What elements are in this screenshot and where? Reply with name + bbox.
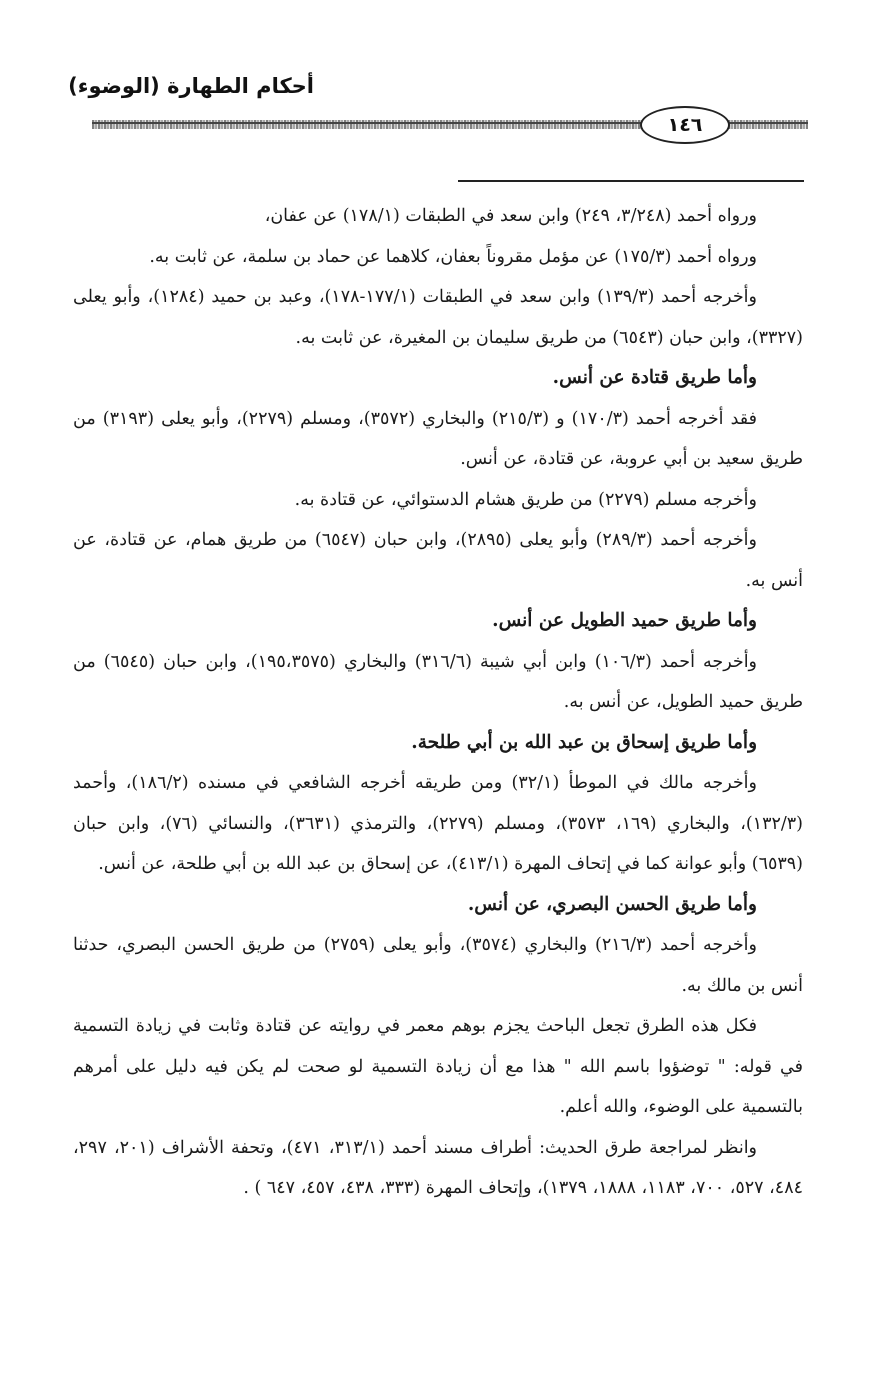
paragraph: وانظر لمراجعة طرق الحديث: أطراف مسند أحمد (٣١٣/١، ٤٧١)، وتحفة الأشراف (٢٠١، ٢٩٧، ٤٨٤، ٥٢٧، ٧٠٠، ١١٨٣، ١٨٨٨، ١٣٧٩)، وإتحاف المهرة (٣٣٣، ٤٣٨، ٤٥٧، ٦٤٧ ) . [73, 1137, 803, 1198]
section-heading: وأما طريق حميد الطويل عن أنس. [492, 610, 757, 631]
paragraph: وأخرجه أحمد (١٣٩/٣) وابن سعد في الطبقات (١٧٧/١-١٧٨)، وعبد بن حميد (١٢٨٤)، وأبو يعلى (٣٣٢٧)، وابن حبان (٦٥٤٣) من طريق سليمان بن المغيرة، عن ثابت به. [73, 287, 803, 348]
paragraph: ورواه أحمد (١٧٥/٣) عن مؤمل مقروناً بعفان، كلاهما عن حماد بن سلمة، عن ثابت به. [149, 246, 757, 267]
paragraph: وأخرجه أحمد (١٠٦/٣) وابن أبي شيبة (٣١٦/٦) والبخاري (١٩٥،٣٥٧٥)، وابن حبان (٦٥٤٥) من طريق حميد الطويل، عن أنس به. [73, 651, 803, 712]
footnote-body [73, 196, 803, 1209]
page-number: ١٤٦ [640, 106, 730, 144]
running-header-title: أحكام الطهارة (الوضوء) [68, 74, 314, 98]
paragraph: وأخرجه أحمد (٢٨٩/٣) وأبو يعلى (٢٨٩٥)، وابن حبان (٦٥٤٧) من طريق همام، عن قتادة، عن أنس به. [73, 530, 803, 591]
paragraph: وأخرجه مسلم (٢٢٧٩) من طريق هشام الدستوائي، عن قتادة به. [294, 489, 757, 510]
paragraph: فقد أخرجه أحمد (١٧٠/٣) و (٢١٥/٣) والبخاري (٣٥٧٢)، ومسلم (٢٢٧٩)، وأبو يعلى (٣١٩٣) من طريق سعيد بن أبي عروبة، عن قتادة، عن أنس. [73, 408, 803, 469]
paragraph: وأخرجه أحمد (٢١٦/٣) والبخاري (٣٥٧٤)، وأبو يعلى (٢٧٥٩) من طريق الحسن البصري، حدثنا أنس بن مالك به. [73, 935, 803, 996]
paragraph: وأخرجه مالك في الموطأ (٣٢/١) ومن طريقه أخرجه الشافعي في مسنده (١٨٦/٢)، وأحمد (١٣٢/٣)، والبخاري (١٦٩، ٣٥٧٣)، ومسلم (٢٢٧٩)، والترمذي (٣٦٣١)، والنسائي (٧٦)، وابن حبان (٦٥٣٩) وأبو عوانة كما في إتحاف المهرة (٤١٣/١)، عن إسحاق بن عبد الله بن أبي طلحة، عن أنس. [73, 773, 803, 874]
paragraph: ورواه أحمد (٣/٢٤٨، ٢٤٩) وابن سعد في الطبقات (١٧٨/١) عن عفان، [264, 206, 757, 226]
footnote-separator [458, 180, 804, 182]
section-heading: وأما طريق إسحاق بن عبد الله بن أبي طلحة. [411, 731, 757, 753]
section-heading: وأما طريق قتادة عن أنس. [552, 367, 757, 388]
section-heading: وأما طريق الحسن البصري، عن أنس. [467, 893, 757, 915]
paragraph: فكل هذه الطرق تجعل الباحث يجزم بوهم معمر في روايته عن قتادة وثابت في زيادة التسمية في قوله: " توضؤوا باسم الله " هذا مع أن زيادة التسمية لو صحت لم يكن فيه دليل على أمرهم بالتسمية على الوضوء، والله أعلم. [73, 1016, 803, 1117]
